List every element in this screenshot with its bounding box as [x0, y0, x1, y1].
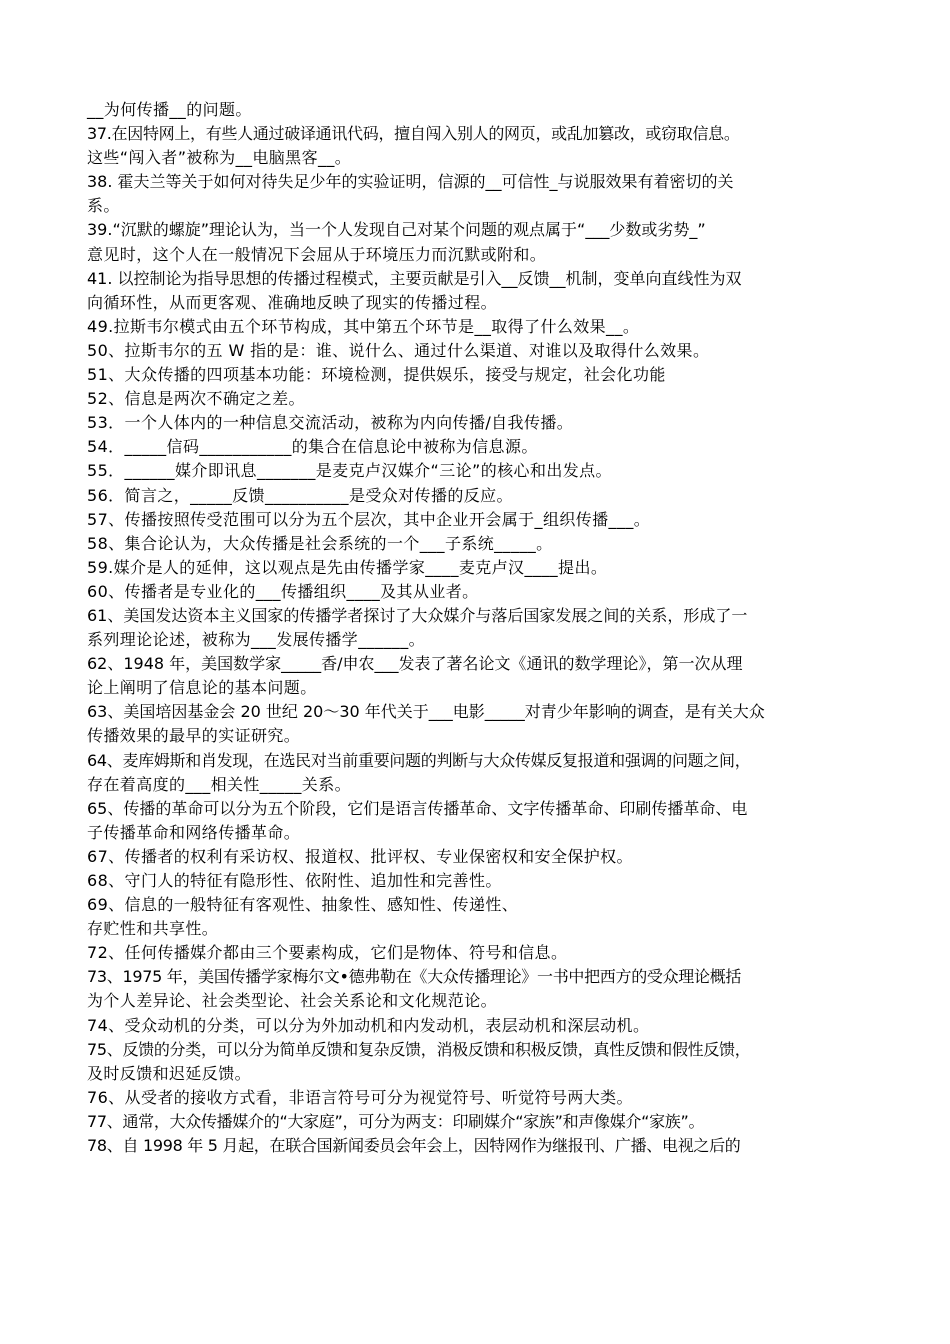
text-line: 意见时，这个人在一般情况下会屈从于环境压力而沉默或附和。 — [87, 244, 547, 264]
text-line: 73、1975 年，美国传播学家梅尔文•德弗勒在《大众传播理论》一书中把西方的受众理论概括 — [87, 967, 742, 987]
text-line: 存贮性和共享性。 — [87, 919, 219, 939]
text-line: 78、自 1998 年 5 月起，在联合国新闻委员会年会上，因特网作为继报刊、广播、电视之后的 — [87, 1136, 741, 1156]
text-line: 系列理论论述，被称为___发展传播学______。 — [87, 630, 426, 650]
text-line: 为个人差异论、社会类型论、社会关系论和文化规范论。 — [87, 991, 498, 1011]
text-line: 61、美国发达资本主义国家的传播学者探讨了大众媒介与落后国家发展之间的关系，形成了一 — [87, 605, 748, 625]
text-line: 53．一个人体内的一种信息交流活动，被称为内向传播/自我传播。 — [87, 413, 574, 433]
text-line: 60、传播者是专业化的___传播组织____及其从业者。 — [87, 581, 479, 601]
text-line: 63、美国培因基金会 20 世纪 20～30 年代关于___电影_____对青少年影响的调查，是有关大众 — [87, 702, 765, 722]
text-line: 64、麦库姆斯和肖发现，在选民对当前重要问题的判断与大众传媒反复报道和强调的问题之间， — [87, 750, 751, 770]
document-body — [87, 98, 877, 1158]
text-line: 传播效果的最早的实证研究。 — [87, 726, 301, 746]
text-line: 论上阐明了信息论的基本问题。 — [87, 678, 317, 698]
text-line: 存在着高度的___相关性_____关系。 — [87, 774, 352, 794]
text-line: 49.拉斯韦尔模式由五个环节构成，其中第五个环节是__取得了什么效果__。 — [87, 316, 640, 336]
text-line: 57、传播按照传受范围可以分为五个层次，其中企业开会属于_组织传播___。 — [87, 509, 651, 529]
text-line: 75、反馈的分类，可以分为简单反馈和复杂反馈，消极反馈和积极反馈，真性反馈和假性反馈， — [87, 1039, 751, 1059]
text-line: 68、守门人的特征有隐形性、依附性、追加性和完善性。 — [87, 871, 502, 890]
text-line: 41. 以控制论为指导思想的传播过程模式，主要贡献是引入__反馈__机制，变单向直线性为双 — [87, 268, 742, 288]
text-line: 67、传播者的权利有采访权、报道权、批评权、专业保密权和安全保护权。 — [87, 846, 633, 866]
text-line: __为何传播__的问题。 — [87, 100, 252, 119]
text-line: 59.媒介是人的延伸，这以观点是先由传播学家____麦克卢汉____提出。 — [87, 557, 608, 577]
text-line: 65、传播的革命可以分为五个阶段，它们是语言传播革命、文字传播革命、印刷传播革命、电 — [87, 798, 748, 818]
text-line: 58、集合论认为，大众传播是社会系统的一个___子系统_____。 — [87, 533, 553, 553]
text-line: 这些“闯入者”被称为__电脑黑客__。 — [87, 148, 352, 168]
text-line: 69、信息的一般特征有客观性、抽象性、感知性、传递性、 — [87, 895, 519, 915]
text-line: 37.在因特网上，有些人通过破译通讯代码，擅自闯入别人的网页，或乱加篡改，或窃取信息。 — [87, 124, 740, 144]
text-line: 系。 — [87, 196, 120, 216]
text-line: 74、受众动机的分类，可以分为外加动机和内发动机，表层动机和深层动机。 — [87, 1015, 650, 1035]
text-line: 76、从受者的接收方式看，非语言符号可分为视觉符号、听觉符号两大类。 — [87, 1087, 633, 1107]
text-line: 72、任何传播媒介都由三个要素构成，它们是物体、符号和信息。 — [87, 943, 568, 963]
text-line: 52、信息是两次不确定之差。 — [87, 389, 305, 409]
text-line: 54．_____信码___________的集合在信息论中被称为信息源。 — [87, 437, 538, 457]
text-line: 55．______媒介即讯息_______是麦克卢汉媒介“三论”的核心和出发点。 — [87, 461, 612, 481]
text-line: 77、通常，大众传播媒介的“大家庭”，可分为两支：印刷媒介“家族”和声像媒介“家族”。 — [87, 1111, 705, 1131]
text-line: 及时反馈和迟延反馈。 — [87, 1063, 252, 1083]
text-line: 38. 霍夫兰等关于如何对待失足少年的实验证明，信源的__可信性_与说服效果有着密切的关 — [87, 172, 734, 192]
text-line: 39.“沉默的螺旋”理论认为，当一个人发现自己对某个问题的观点属于“___少数或劣势_” — [87, 220, 706, 240]
text-line: 向循环性，从而更客观、准确地反映了现实的传播过程。 — [87, 292, 498, 312]
text-line: 50、拉斯韦尔的五 W 指的是：谁、说什么、通过什么渠道、对谁以及取得什么效果。 — [87, 340, 710, 360]
text-line: 56．简言之，_____反馈__________是受众对传播的反应。 — [87, 485, 513, 505]
text-line: 62、1948 年，美国数学家_____香/申农___发表了著名论文《通讯的数学理论》，第一次从理 — [87, 654, 743, 674]
text-line: 51、大众传播的四项基本功能：环境检测，提供娱乐，接受与规定，社会化功能 — [87, 365, 666, 385]
text-line: 子传播革命和网络传播革命。 — [87, 822, 301, 842]
